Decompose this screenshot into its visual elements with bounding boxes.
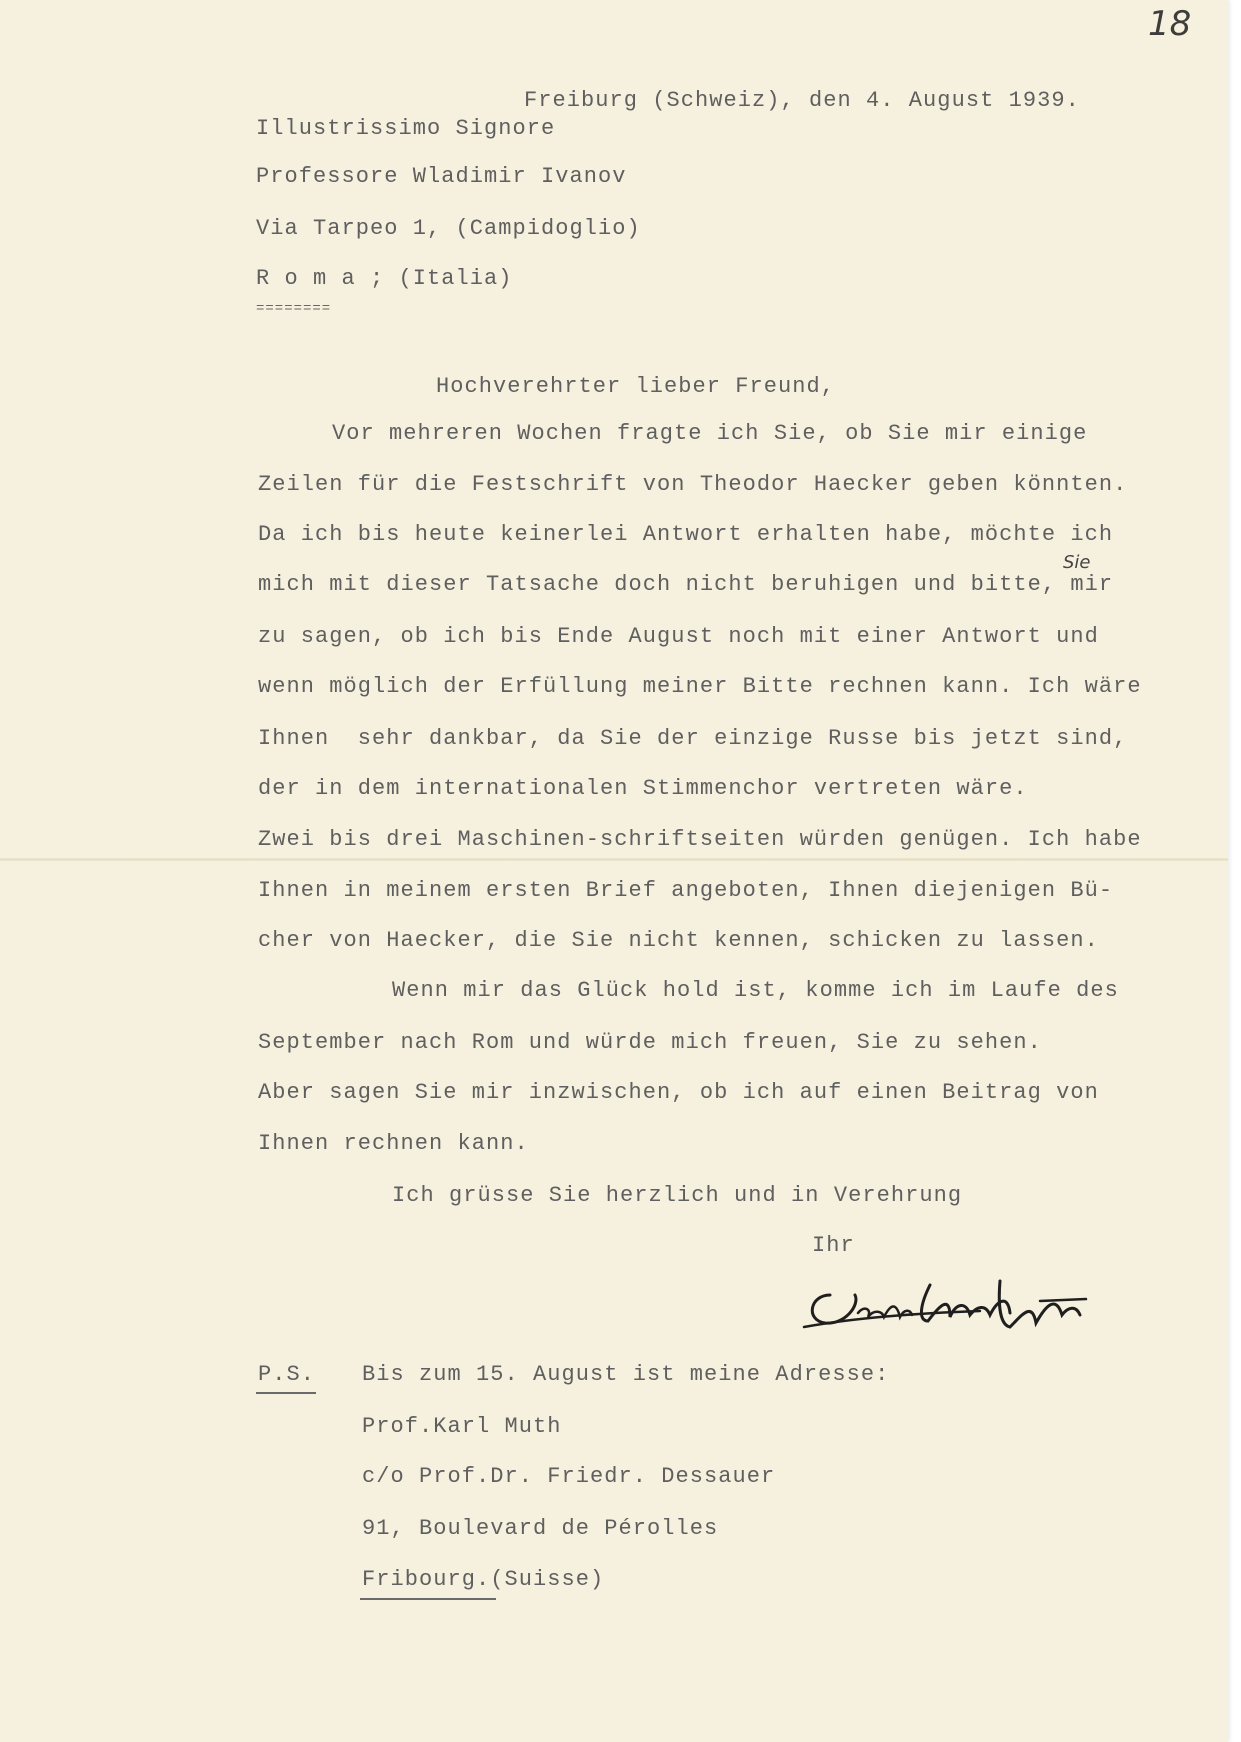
body-line-14: Aber sagen Sie mir inzwischen, ob ich auf einen Beitrag von <box>258 1080 1099 1105</box>
body-line-12: Wenn mir das Glück hold ist, komme ich im Laufe des <box>392 978 1119 1003</box>
ps-line-1: Bis zum 15. August ist meine Adresse: <box>362 1362 890 1387</box>
body-line-8: der in dem internationalen Stimmenchor vertreten wäre. <box>258 776 1028 801</box>
address-line-2: Professore Wladimir Ivanov <box>256 164 627 189</box>
body-line-9: Zwei bis drei Maschinen-schriftseiten würden genügen. Ich habe <box>258 827 1142 852</box>
handwritten-correction: Sie <box>1063 552 1091 573</box>
ps-line-2: Prof.Karl Muth <box>362 1414 562 1439</box>
body-line-3: Da ich bis heute keinerlei Antwort erhalten habe, möchte ich <box>258 522 1114 547</box>
page-number: 18 <box>1148 4 1192 44</box>
address-line-3: Via Tarpeo 1, (Campidoglio) <box>256 216 641 241</box>
body-line-13: September nach Rom und würde mich freuen, Sie zu sehen. <box>258 1030 1042 1055</box>
body-line-4: mich mit dieser Tatsache doch nicht beruhigen und bitte, mir <box>258 572 1114 597</box>
date-line: Freiburg (Schweiz), den 4. August 1939. <box>524 88 1080 113</box>
body-line-5: zu sagen, ob ich bis Ende August noch mit einer Antwort und <box>258 624 1099 649</box>
address-underline: ======== <box>256 301 332 317</box>
ps-address-underline <box>360 1598 496 1600</box>
paper-fold <box>0 858 1228 861</box>
body-line-1: Vor mehreren Wochen fragte ich Sie, ob Sie mir einige <box>332 421 1088 446</box>
salutation: Hochverehrter lieber Freund, <box>436 374 836 399</box>
ps-label: P.S. <box>258 1362 316 1387</box>
body-line-6: wenn möglich der Erfüllung meiner Bitte rechnen kann. Ich wäre <box>258 674 1142 699</box>
ps-line-5: Fribourg.(Suisse) <box>362 1567 605 1592</box>
address-line-1: Illustrissimo Signore <box>256 116 556 141</box>
ps-line-4: 91, Boulevard de Pérolles <box>362 1516 719 1541</box>
body-line-2: Zeilen für die Festschrift von Theodor Haecker geben könnten. <box>258 472 1128 497</box>
body-line-10: Ihnen in meinem ersten Brief angeboten, Ihnen diejenigen Bü- <box>258 878 1114 903</box>
ps-line-3: c/o Prof.Dr. Friedr. Dessauer <box>362 1464 776 1489</box>
address-line-4: R o m a ; (Italia) <box>256 266 513 291</box>
closing: Ich grüsse Sie herzlich und in Verehrung <box>392 1183 963 1208</box>
body-line-7: Ihnen sehr dankbar, da Sie der einzige Russe bis jetzt sind, <box>258 726 1128 751</box>
signature-scribble-icon <box>800 1265 1130 1365</box>
closing-word: Ihr <box>812 1233 855 1258</box>
ps-underline <box>256 1392 316 1394</box>
signature <box>800 1265 1130 1370</box>
body-line-15: Ihnen rechnen kann. <box>258 1131 529 1156</box>
body-line-11: cher von Haecker, die Sie nicht kennen, schicken zu lassen. <box>258 928 1099 953</box>
